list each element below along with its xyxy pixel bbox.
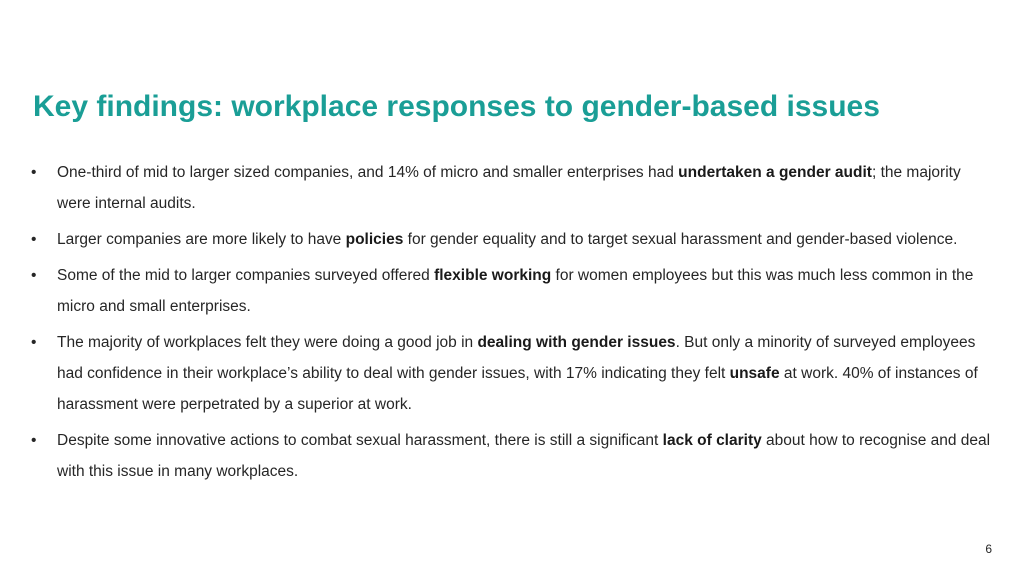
bullet-icon: • — [31, 231, 37, 248]
bullet-emphasis: flexible working — [434, 267, 552, 284]
list-item — [30, 224, 995, 255]
bullet-emphasis: policies — [345, 231, 404, 248]
bullet-emphasis: dealing with gender issues — [477, 334, 676, 351]
bullet-text: Some of the mid to larger companies surveyed offered — [57, 267, 435, 284]
bullet-icon: • — [31, 334, 37, 351]
bullet-emphasis: lack of clarity — [662, 432, 762, 449]
bullet-text: about how to recognise and deal with this issue in many workplaces. — [57, 432, 991, 480]
bullet-icon: • — [31, 164, 37, 181]
list-item — [30, 157, 995, 219]
bullet-emphasis: unsafe — [729, 365, 780, 382]
list-item — [30, 425, 995, 487]
bullet-text: . But only a minority of surveyed employees had confidence in their workplace’s ability to deal with gender issues, with 17% indicating they felt — [57, 334, 976, 382]
bullet-text: for gender equality and to target sexual harassment and gender-based violence. — [403, 231, 958, 248]
bullet-text: The majority of workplaces felt they were doing a good job in — [57, 334, 478, 351]
findings-list — [30, 157, 995, 492]
bullet-emphasis: undertaken a gender audit — [678, 164, 872, 181]
bullet-icon: • — [31, 267, 37, 284]
page-title: Key findings: workplace responses to gender-based issues — [33, 90, 880, 123]
list-item — [30, 260, 995, 322]
bullet-text: for women employees but this was much less common in the micro and small enterprises. — [57, 267, 974, 315]
bullet-icon: • — [31, 432, 37, 449]
bullet-text: One-third of mid to larger sized companies, and 14% of micro and smaller enterprises had — [57, 164, 679, 181]
list-item — [30, 327, 995, 420]
bullet-text: ; the majority were internal audits. — [57, 164, 961, 212]
bullet-text: Despite some innovative actions to combat sexual harassment, there is still a significant — [57, 432, 663, 449]
bullet-text: Larger companies are more likely to have — [57, 231, 346, 248]
bullet-text: at work. 40% of instances of harassment were perpetrated by a superior at work. — [57, 365, 978, 413]
page-number: 6 — [985, 542, 992, 556]
